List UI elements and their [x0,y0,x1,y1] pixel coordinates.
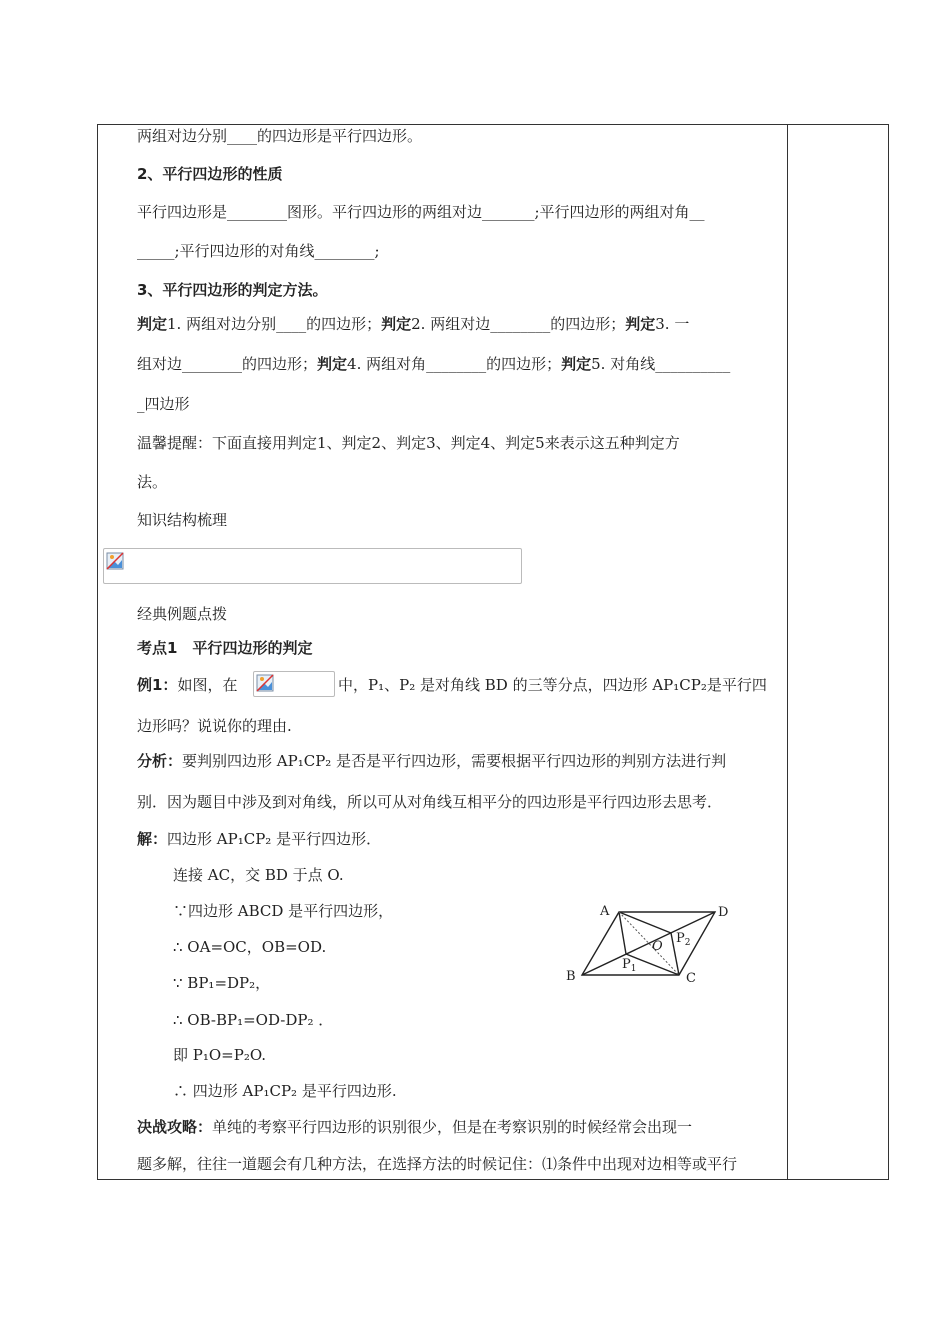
example-text: 如图，在 [177,676,238,694]
label-d: D [718,905,729,920]
analysis-label: 分析： [137,752,183,770]
example-text: 是平行四 [706,676,767,694]
criterion-label: 判定 [317,355,348,373]
criteria-line-3: _四边形 [137,395,190,413]
criterion-text: 1. 两组对边分别____的四边形； [167,315,382,333]
example-1-line-1 [137,675,237,695]
diagonal-bd [582,912,715,975]
example-label: 例1： [137,676,178,694]
strategy-line-2: 题多解，往往一道题会有几种方法，在选择方法的时候记住：⑴条件中出现对边相等或平行 [137,1155,738,1173]
criteria-line-1 [137,314,689,334]
table-column-divider [787,124,788,1180]
solution-line-4: ∴ OA=OC，OB=OD. [173,938,327,956]
criterion-text: 3. 一 [655,315,690,333]
solution-line-6: ∴ OB-BP₁=OD-DP₂ ． [173,1011,334,1029]
criteria-line-2 [137,354,730,374]
analysis-text: 要判别四边形 AP₁CP₂ 是否是平行四边形，需要根据平行四边形的判别方法进行判 [182,752,727,770]
example-text: 中，P₁、P₂ 是对角线 BD 的三等分点，四边形 AP₁CP₂ [338,676,707,694]
solution-line-1 [137,829,381,849]
solution-label: 解： [137,830,168,848]
section-heading-properties: 2、平行四边形的性质 [137,165,283,183]
example-1-line-2: 边形吗？说说你的理由. [137,717,292,735]
parallelogram-def-line: 两组对边分别____的四边形是平行四边形。 [137,127,423,145]
segment-ap2 [619,912,671,933]
solution-line-2: 连接 AC，交 BD 于点 O. [173,866,344,884]
knowledge-tree-label: 知识结构梳理 [137,511,228,529]
criterion-label: 判定 [381,315,412,333]
strategy-text: 单纯的考察平行四边形的识别很少，但是在考察识别的时候经常会出现一 [212,1118,693,1136]
criterion-label: 判定 [625,315,656,333]
analysis-line-2: 别．因为题目中涉及到对角线，所以可从对角线互相平分的四边形是平行四边形去思考． [137,793,723,811]
criterion-label: 判定 [137,315,168,333]
parallelogram-diagram [562,900,742,995]
criterion-text: 5. 对角线__________ [591,355,731,373]
strategy-line-1 [137,1117,692,1137]
section-heading-criteria: 3、平行四边形的判定方法。 [137,281,328,299]
broken-image-icon [256,674,274,692]
broken-image-icon [106,552,124,570]
criterion-text: 组对边________的四边形； [137,355,318,373]
strategy-label: 决战攻略： [137,1118,213,1136]
label-p2: $P_2$ [676,931,691,948]
label-b: B [566,969,576,984]
label-c: C [686,971,696,986]
solution-line-5: ∵ BP₁=DP₂， [173,974,271,992]
key-point-heading: 考点1 平行四边形的判定 [137,639,313,657]
example-1-line-1-cont [338,675,767,695]
classic-examples-label: 经典例题点拨 [137,605,228,623]
criterion-text: 4. 两组对角________的四边形； [347,355,562,373]
tip-line-1: 温馨提醒：下面直接用判定1、判定2、判定3、判定4、判定5来表示这五种判定方 [137,434,680,452]
label-a: A [600,904,610,919]
knowledge-tree-image [103,548,522,584]
tip-line-2: 法。 [137,473,168,491]
label-o: O [652,939,663,954]
solution-line-3: ∵四边形 ABCD 是平行四边形， [173,902,394,920]
label-p1: $P_1$ [622,957,637,974]
criterion-label: 判定 [561,355,592,373]
criterion-text: 2. 两组对边________的四边形； [411,315,626,333]
solution-text: 四边形 AP₁CP₂ 是平行四边形． [167,830,382,848]
solution-line-8: ∴ 四边形 AP₁CP₂ 是平行四边形. [173,1082,397,1100]
properties-line-1: 平行四边形是________图形。平行四边形的两组对边_______;平行四边形的两组对角__ [137,203,705,221]
inline-figure-image [253,671,335,697]
analysis-line-1 [137,751,726,771]
properties-line-2: _____;平行四边形的对角线________; [137,242,380,260]
solution-line-7: 即 P₁O=P₂O. [173,1046,267,1064]
